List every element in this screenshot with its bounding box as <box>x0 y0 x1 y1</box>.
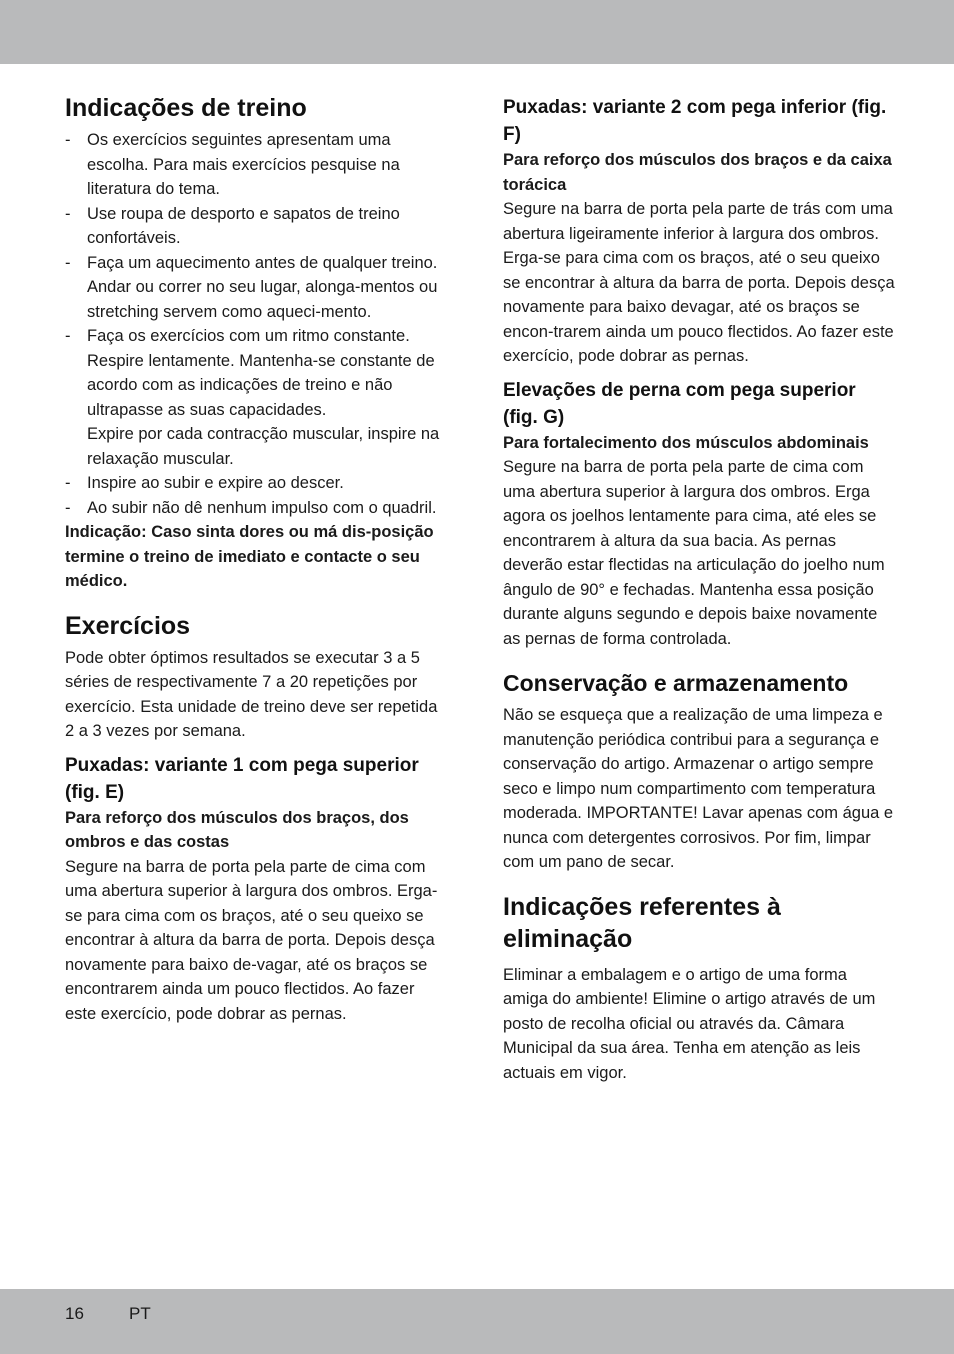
language-code: PT <box>129 1304 151 1323</box>
exercise-2-subtitle: Para reforço dos músculos dos braços e da caixa torácica <box>503 151 892 194</box>
disposal-heading: Indicações referentes à eliminação <box>503 892 781 953</box>
list-item: - Ao subir não dê nenhum impulso com o quadril. <box>65 496 450 521</box>
training-heading: Indicações de treino <box>65 94 307 122</box>
list-item: - Os exercícios seguintes apresentam uma escolha. Para mais exercícios pesquise na literatura do tema. <box>65 128 450 202</box>
right-column <box>503 94 895 1085</box>
care-heading: Conservação e armazenamento <box>503 670 849 696</box>
training-list <box>65 128 450 520</box>
exercise-1-subtitle: Para reforço dos músculos dos braços, dos ombros e das costas <box>65 808 409 851</box>
list-item: - Faça um aquecimento antes de qualquer treino. Andar ou correr no seu lugar, alonga-mentos ou stretching servem como aqueci-mento. <box>65 251 450 325</box>
training-note: Indicação: Caso sinta dores ou má dis-posição termine o treino de imediato e contacte o seu médico. <box>65 523 434 590</box>
exercises-heading: Exercícios <box>65 611 191 640</box>
left-column <box>65 92 450 1026</box>
exercise-2-title: Puxadas: variante 2 com pega inferior (fig. F) <box>503 97 887 145</box>
disposal-text: Eliminar a embalagem e o artigo de uma forma amiga do ambiente! Elimine o artigo através de um posto de recolha oficial ou através da. Câmara Municipal da sua área. Tenha em atenção as leis actuais em vigor. <box>503 965 876 1082</box>
list-item: - Inspire ao subir e expire ao descer. <box>65 471 450 496</box>
exercise-2-text: Segure na barra de porta pela parte de trás com uma abertura ligeiramente inferior à largura dos ombros. Erga-se para cima com os braços, até o seu queixo se encontrar à altura da barra de porta. Depois desça novamente para baixo devagar, até os braços se encon-trarem ainda um pouco flectidos. Ao fazer este exercício, pode dobrar as pernas. <box>503 200 895 365</box>
care-text: Não se esqueça que a realização de uma limpeza e manutenção periódica contribui para a segurança e conservação do artigo. Armazenar o artigo sempre seco e limpo num compartimento com temperatura moderada. IMPORTANTE! Lavar apenas com água e nunca com detergentes corrosivos. Por fim, limpar com um pano de secar. <box>503 706 894 871</box>
page-number: 16 <box>65 1304 84 1323</box>
list-item: - Use roupa de desporto e sapatos de treino confortáveis. <box>65 202 450 251</box>
exercise-3-title: Elevações de perna com pega superior (fig. G) <box>503 379 856 428</box>
exercise-3-subtitle: Para fortalecimento dos músculos abdominais <box>503 433 869 452</box>
list-item-continuation: Expire por cada contracção muscular, inspire na relaxação muscular. <box>87 425 440 468</box>
exercise-1-title: Puxadas: variante 1 com pega superior (fig. E) <box>65 754 419 803</box>
exercise-1-text: Segure na barra de porta pela parte de cima com uma abertura superior à largura dos ombros. Erga-se para cima com os braços, até o seu queixo se encontrar à altura da barra de porta. Depois desça novamente para baixo de-vagar, até os braços se encontrarem ainda um pouco flectidos. Ao fazer este exercício, pode dobrar as pernas. <box>65 857 438 1023</box>
exercises-intro: Pode obter óptimos resultados se executar 3 a 5 séries de respectivamente 7 a 20 repetições por exercício. Esta unidade de treino deve ser repetida 2 a 3 vezes por semana. <box>65 648 438 740</box>
list-item: - Faça os exercícios com um ritmo constante. Respire lentamente. Mantenha-se constante de acordo com as indicações de treino e não ultrapasse as suas capacidades. Expire por cada contracção muscular, inspire na relaxação muscular. <box>65 324 450 471</box>
header-bar <box>0 0 954 64</box>
exercise-3-text: Segure na barra de porta pela parte de cima com uma abertura superior à largura dos ombros. Erga agora os joelhos lentamente para cima, até eles se encontrarem à altura da sua bacia. As pernas deverão estar flectidas na articulação do joelho num ângulo de 90° e fechadas. Mantenha essa posição durante alguns segundo e depois baixe novamente as pernas de forma controlada. <box>503 458 885 648</box>
